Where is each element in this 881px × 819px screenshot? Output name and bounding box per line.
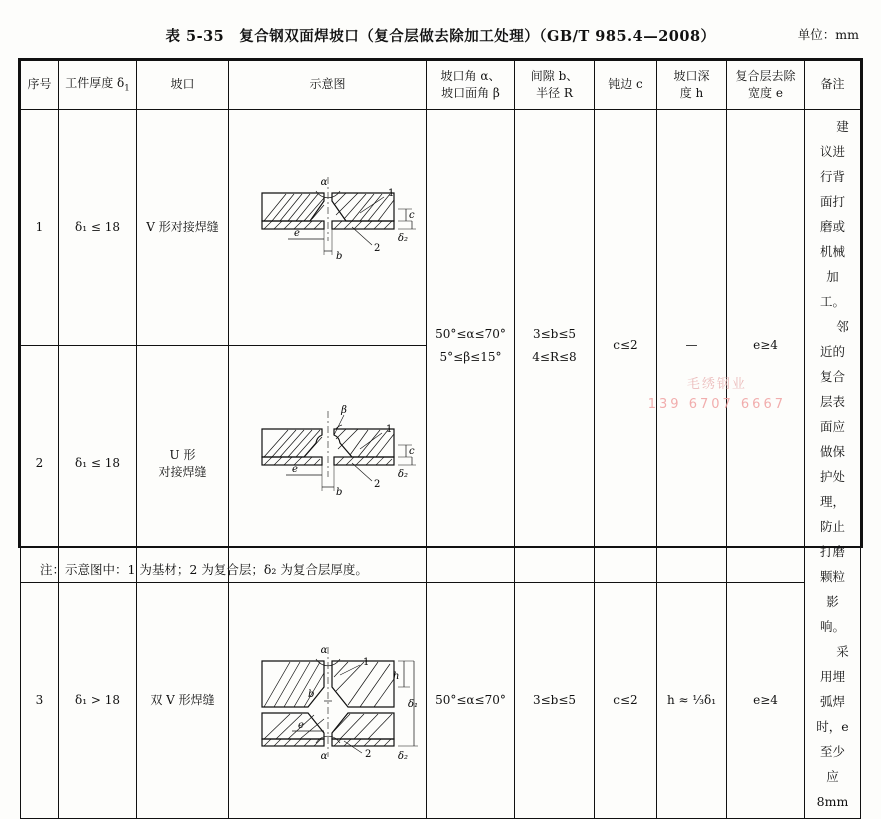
header-blunt: 钝边 c <box>595 61 657 110</box>
cell-remove-12: e≥4 <box>727 110 805 583</box>
header-figure: 示意图 <box>229 61 427 110</box>
svg-text:1: 1 <box>363 657 370 669</box>
header-thickness-text: 工件厚度 δ <box>65 76 125 91</box>
cell-groove-2 <box>137 346 229 582</box>
svg-text:δ₂: δ₂ <box>398 232 409 244</box>
cell-groove-1: V 形对接焊缝 <box>137 110 229 346</box>
cell-groove-3: 双 V 形焊缝 <box>137 582 229 818</box>
cell-angle-line1: 50°≤α≤70° <box>435 327 506 342</box>
footer-note: 注：示意图中：1 为基材；2 为复合层；δ₂ 为复合层厚度。 <box>40 562 368 577</box>
svg-text:2: 2 <box>374 478 381 490</box>
page-title: 表 5-35 复合钢双面焊坡口（复合层做去除加工处理）（GB/T 985.4—2008） <box>165 27 716 45</box>
header-gap-line1: 间隙 b、 <box>530 68 579 83</box>
table-row <box>21 582 861 818</box>
svg-text:h: h <box>393 671 400 683</box>
figure-double-v-groove <box>232 635 424 765</box>
cell-figure-3 <box>229 582 427 818</box>
cell-groove-2-line1: U 形 <box>169 447 196 462</box>
header-thickness <box>59 61 137 110</box>
svg-text:δ₁: δ₁ <box>408 699 419 711</box>
cell-note <box>805 110 861 819</box>
svg-text:1: 1 <box>388 187 395 199</box>
table-header-row <box>21 61 861 110</box>
cell-no-1: 1 <box>21 110 59 346</box>
cell-no-3: 3 <box>21 582 59 818</box>
header-remove <box>727 61 805 110</box>
cell-no-2: 2 <box>21 346 59 582</box>
figure-v-groove <box>232 163 424 293</box>
svg-text:α: α <box>320 751 328 763</box>
figure-u-groove <box>232 399 424 529</box>
header-angle-line2: 坡口面角 β <box>441 86 500 100</box>
cell-depth-3: h ≈ ⅓δ₁ <box>657 582 727 818</box>
cell-thickness-1: δ₁ ≤ 18 <box>59 110 137 346</box>
svg-text:e: e <box>292 463 298 475</box>
cell-blunt-3: c≤2 <box>595 582 657 818</box>
svg-text:c: c <box>409 445 415 457</box>
note-paragraph-1: 建议进行背面打磨或机械加工。 <box>819 119 849 309</box>
header-depth <box>657 61 727 110</box>
svg-text:b: b <box>308 689 315 701</box>
svg-text:b: b <box>336 250 343 262</box>
svg-text:2: 2 <box>365 749 372 761</box>
cell-gap-line1: 3≤b≤5 <box>532 327 577 342</box>
header-remove-line2: 宽度 e <box>748 86 783 100</box>
cell-angle-line2: 5°≤β≤15° <box>439 349 502 364</box>
header-depth-line2: 度 h <box>679 86 704 100</box>
header-angle-line1: 坡口角 α、 <box>440 68 501 83</box>
watermark-line-1: 毛绣钢业 <box>686 377 747 392</box>
svg-text:2: 2 <box>374 242 381 254</box>
header-groove: 坡口 <box>137 61 229 110</box>
cell-blunt-12: c≤2 <box>595 110 657 583</box>
header-note: 备注 <box>805 61 861 110</box>
unit-label: 单位：mm <box>797 27 859 42</box>
cell-angle-12 <box>427 110 515 583</box>
cell-thickness-2: δ₁ ≤ 18 <box>59 346 137 582</box>
svg-text:e: e <box>298 720 304 732</box>
note-paragraph-2: 邻近的复合层表面应做保护处理，防止打磨颗粒影响。 <box>819 319 849 634</box>
svg-text:δ₂: δ₂ <box>398 468 409 480</box>
cell-gap-line2: 4≤R≤8 <box>532 349 577 364</box>
header-gap-line2: 半径 R <box>536 86 573 100</box>
cell-depth-12: — <box>657 110 727 583</box>
watermark-line-2: 139 6707 6667 <box>647 396 786 412</box>
svg-text:α: α <box>320 645 328 657</box>
cell-gap-12 <box>515 110 595 583</box>
header-no: 序号 <box>21 61 59 110</box>
cell-figure-1 <box>229 110 427 346</box>
svg-text:e: e <box>294 227 300 239</box>
cell-gap-3: 3≤b≤5 <box>515 582 595 818</box>
svg-text:1: 1 <box>386 423 393 435</box>
cell-groove-2-line2: 对接焊缝 <box>158 464 207 479</box>
svg-text:b: b <box>336 486 343 498</box>
header-thickness-sub: 1 <box>124 83 130 94</box>
header-depth-line1: 坡口深 <box>673 68 710 83</box>
svg-text:c: c <box>409 209 415 221</box>
svg-text:δ₂: δ₂ <box>398 751 409 763</box>
header-gap <box>515 61 595 110</box>
table-title-row <box>0 22 881 48</box>
svg-text:β: β <box>341 404 347 416</box>
note-paragraph-3: 采用埋弧焊时，e 至少应 8mm <box>816 644 849 809</box>
cell-angle-3: 50°≤α≤70° <box>427 582 515 818</box>
cell-remove-3: e≥4 <box>727 582 805 818</box>
table-row <box>21 110 861 346</box>
header-angle <box>427 61 515 110</box>
cell-figure-2 <box>229 346 427 582</box>
header-remove-line1: 复合层去除 <box>735 68 796 83</box>
cell-thickness-3: δ₁ > 18 <box>59 582 137 818</box>
svg-text:α: α <box>320 176 328 188</box>
